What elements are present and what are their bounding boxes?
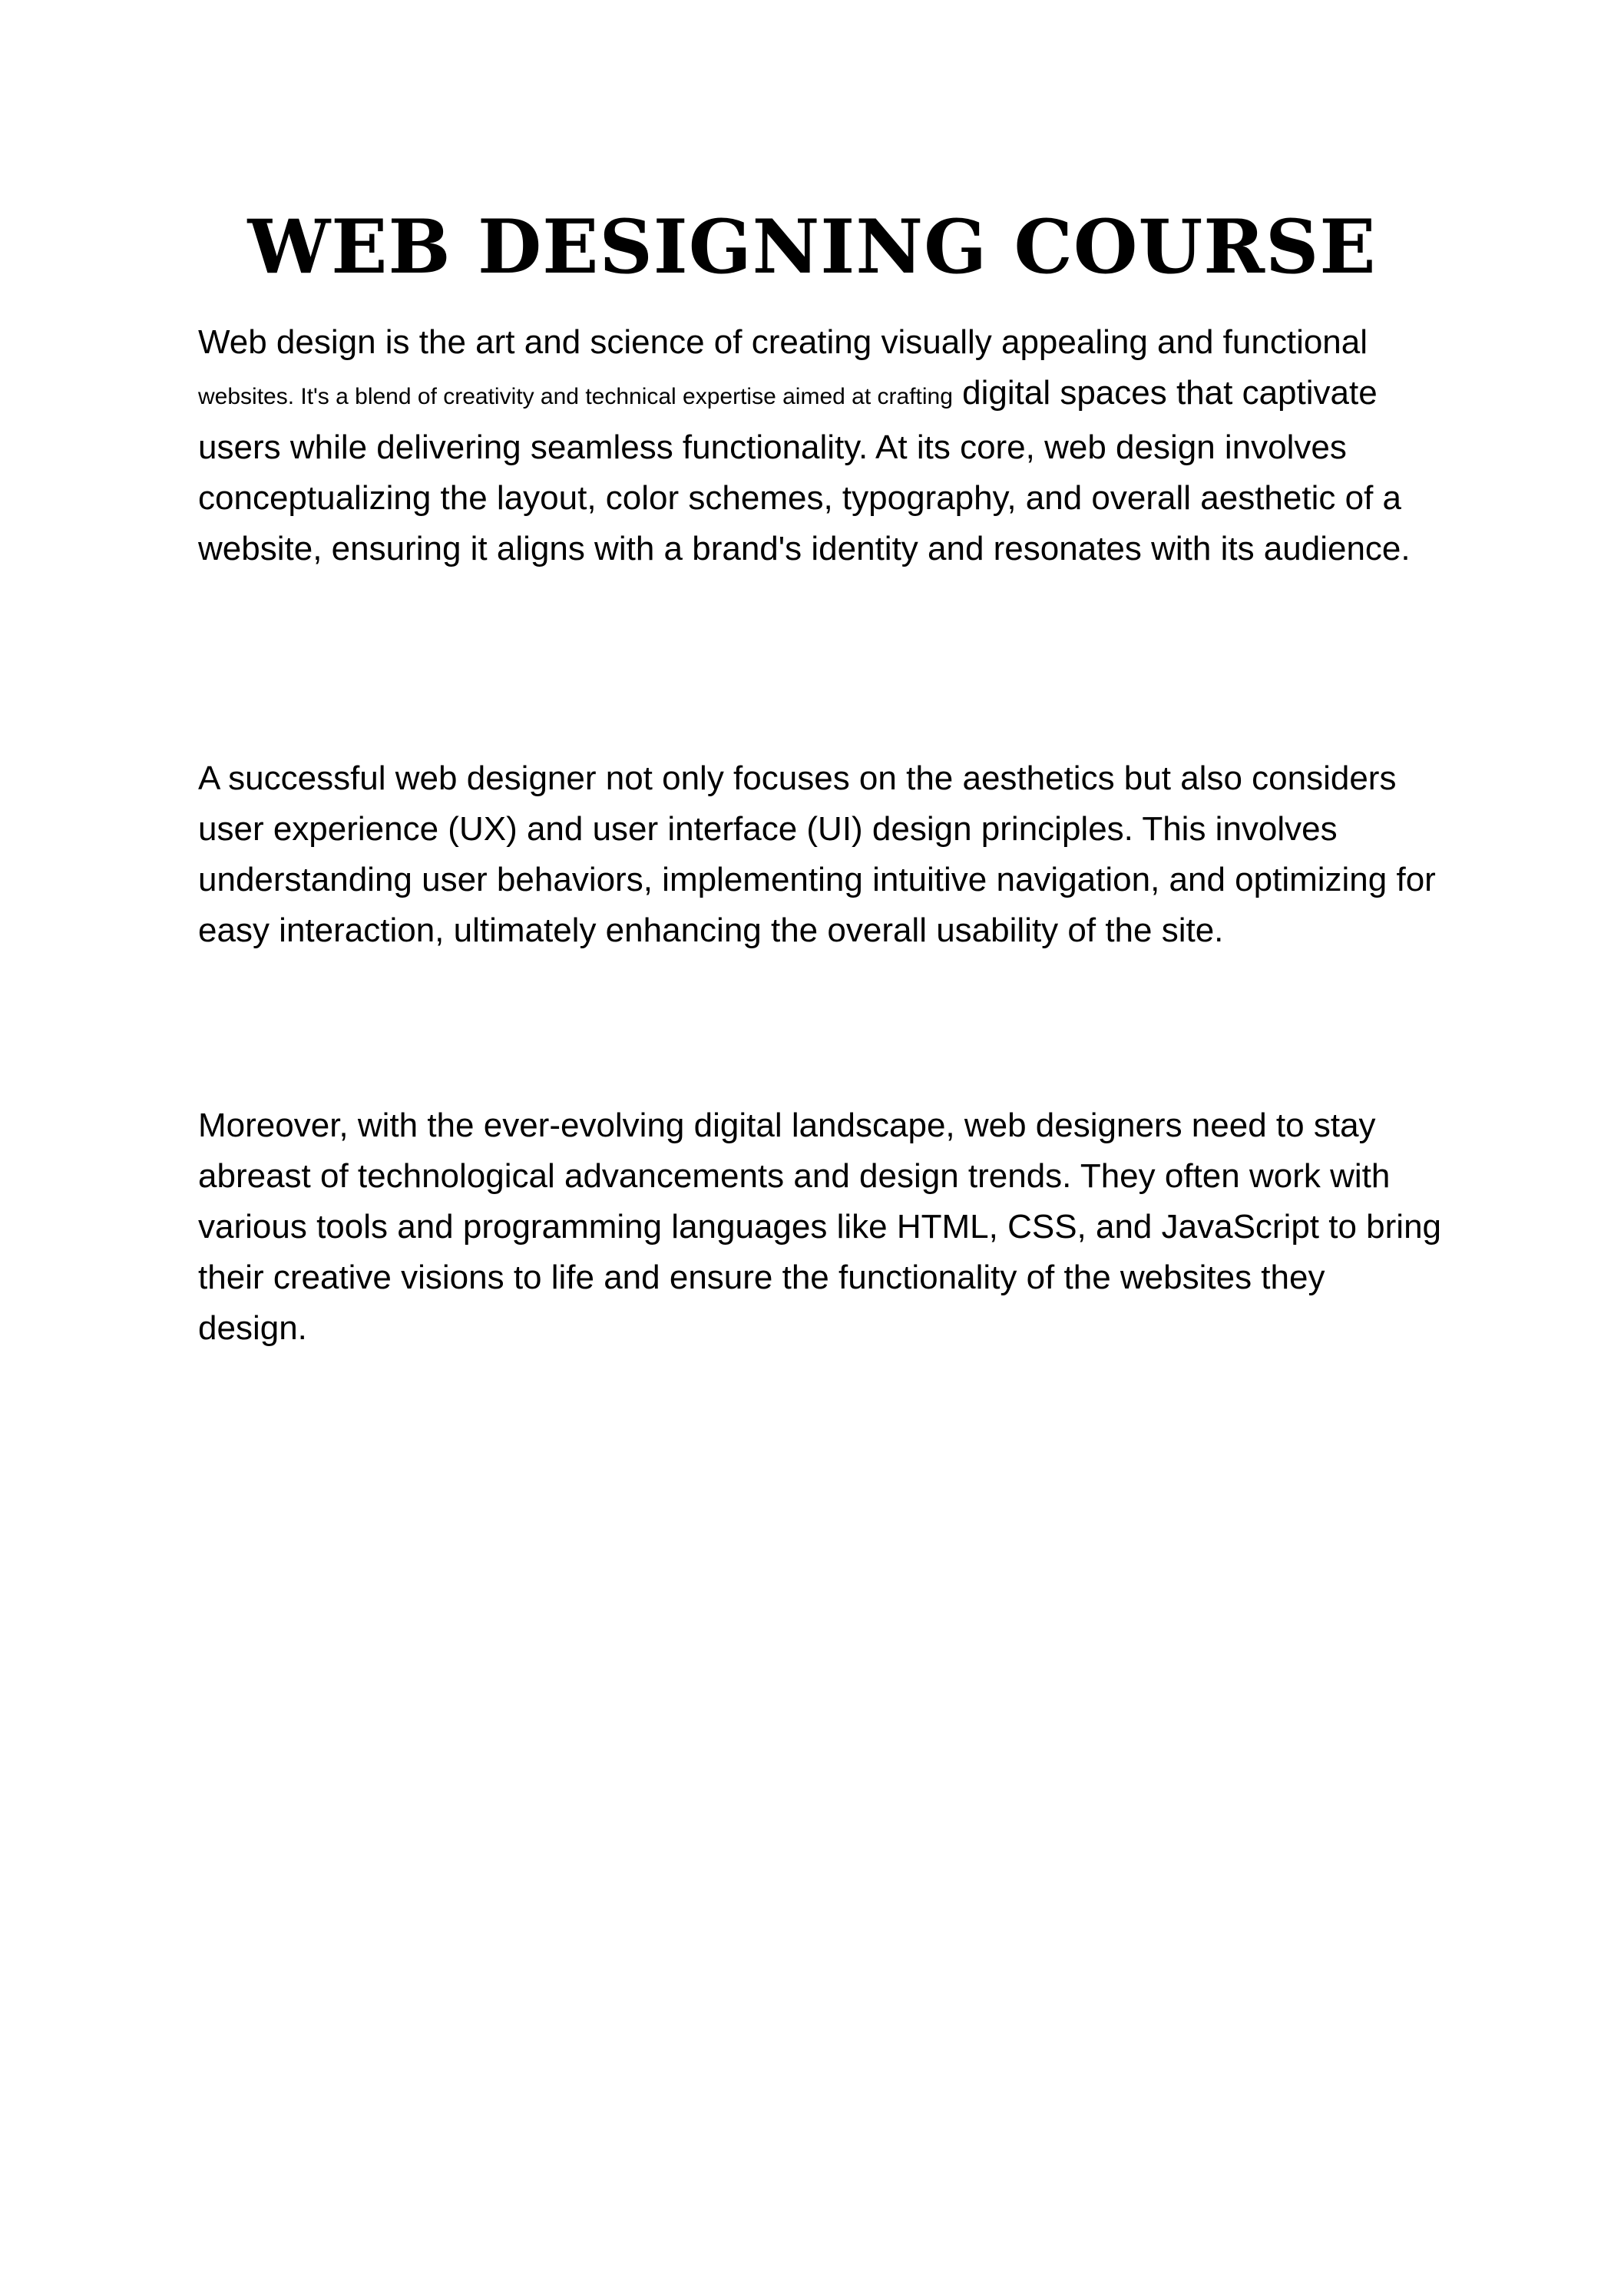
paragraph-intro-lead: Web design is the art and science of creating visually appealing and functional xyxy=(198,323,1368,361)
paragraph-intro-rest: digital spaces that captivate users while delivering seamless functionality. At its core, web design involves conceptualizing the layout, color schemes, typography, and overall aesthetic of a website, ensuring it aligns with a brand's identity and resonates with its audience. xyxy=(198,374,1411,567)
paragraph-ux-ui: A successful web designer not only focuses on the aesthetics but also considers user experience (UX) and user interface (UI) design principles. This involves understanding user behaviors, implementing intuitive navigation, and optimizing for easy interaction, ultimately enhancing the overall usability of the site. xyxy=(198,759,1436,949)
paragraph-intro-small-text: websites. It's a blend of creativity and technical expertise aimed at crafting xyxy=(198,384,953,409)
paragraph-tools: Moreover, with the ever-evolving digital landscape, web designers need to stay abreast of technological advancements and design trends. They often work with various tools and programming languages like HTML, CSS, and JavaScript to bring their creative visions to life and ensure the functionality of the websites they design. xyxy=(198,1107,1442,1347)
page-title: WEB DESIGNING COURSE xyxy=(247,203,1377,290)
paragraph-intro xyxy=(198,317,1442,574)
